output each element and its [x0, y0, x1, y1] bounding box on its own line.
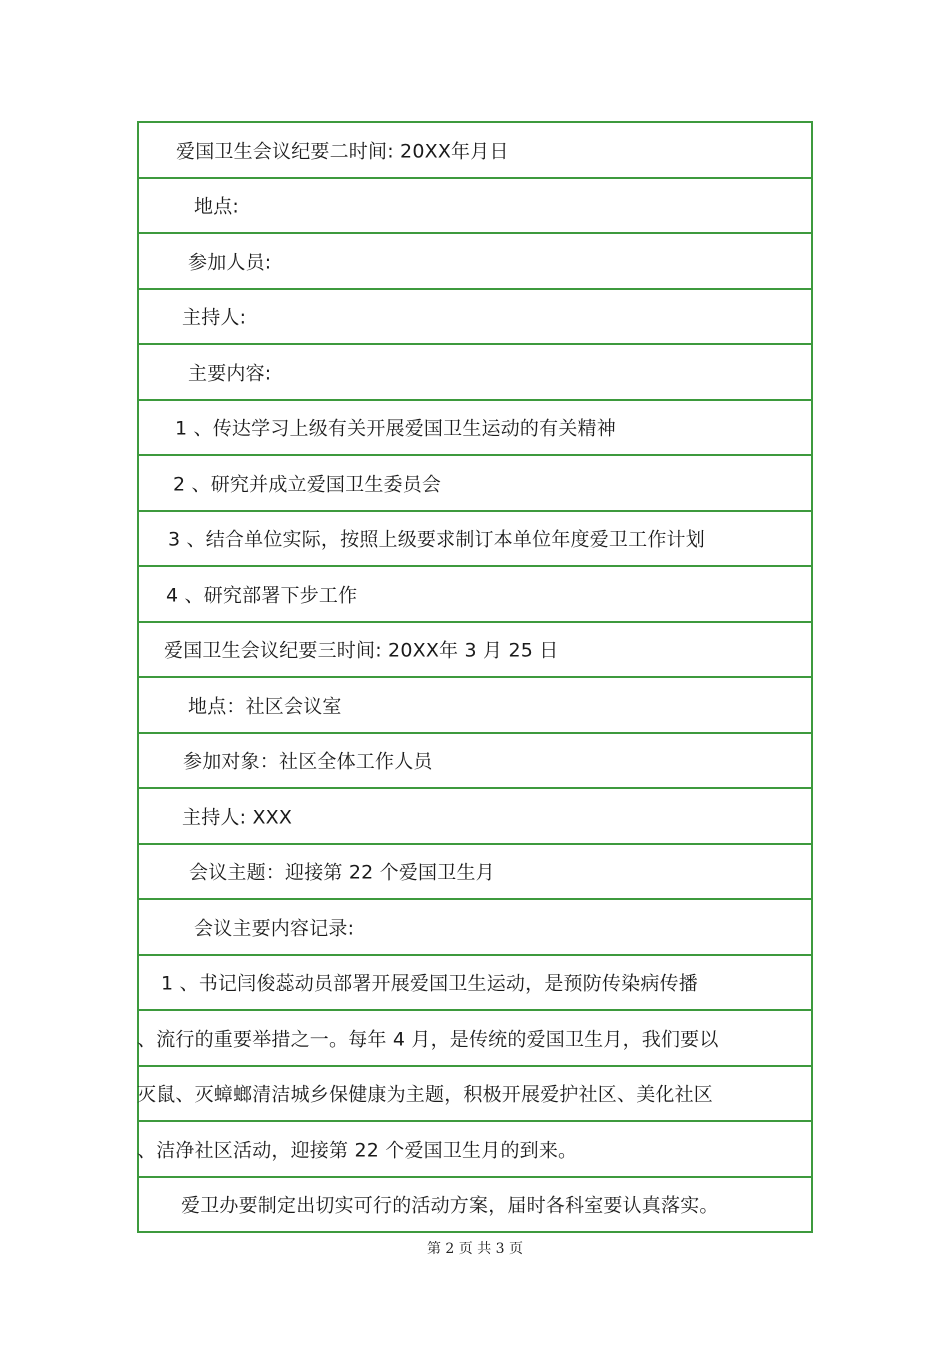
- meeting2-title: 爱国卫生会议纪要二时间: 20XX年月日: [176, 140, 509, 163]
- table-row: [139, 678, 811, 734]
- meeting3-title: 爱国卫生会议纪要三时间: 20XX年 3 月 25 日: [164, 639, 559, 662]
- table-row: [139, 123, 811, 179]
- table-row: [139, 845, 811, 901]
- table-row: [139, 623, 811, 679]
- table-row: [139, 345, 811, 401]
- table-row: [139, 401, 811, 457]
- table-row: [139, 512, 811, 568]
- table-row: [139, 734, 811, 790]
- record-text: 1 、书记闫俊蕊动员部署开展爱国卫生运动，是预防传染病传播: [161, 972, 698, 995]
- content-item: 3 、结合单位实际，按照上级要求制订本单位年度爱卫工作计划: [168, 528, 705, 551]
- host-label: 主持人:: [182, 306, 247, 329]
- table-row: [139, 900, 811, 956]
- record-text: 爱卫办要制定出切实可行的活动方案，届时各科室要认真落实。: [181, 1194, 719, 1217]
- meeting-theme: 会议主题：迎接第 22 个爱国卫生月: [189, 861, 495, 884]
- content-item: 4 、研究部署下步工作: [166, 584, 358, 607]
- location-label: 地点:: [194, 195, 240, 218]
- record-label: 会议主要内容记录:: [194, 917, 355, 940]
- table-row: [139, 567, 811, 623]
- table-row: [139, 456, 811, 512]
- table-row: [139, 179, 811, 235]
- attendees-value: 参加对象：社区全体工作人员: [183, 750, 433, 773]
- record-text: 、流行的重要举措之一。每年 4 月，是传统的爱国卫生月，我们要以: [137, 1028, 719, 1051]
- table-row: [139, 290, 811, 346]
- location-value: 地点：社区会议室: [188, 695, 342, 718]
- host-value: 主持人: XXX: [182, 806, 293, 829]
- table-row: [139, 1067, 811, 1123]
- table-row: [139, 1011, 811, 1067]
- minutes-table: [137, 121, 813, 1233]
- table-row: [139, 1122, 811, 1178]
- record-text: 灭鼠、灭蟑螂清洁城乡保健康为主题，积极开展爱护社区、美化社区: [137, 1083, 714, 1106]
- participants-label: 参加人员:: [188, 251, 272, 274]
- record-text: 、洁净社区活动，迎接第 22 个爱国卫生月的到来。: [137, 1139, 578, 1162]
- content-item: 1 、传达学习上级有关开展爱国卫生运动的有关精神: [175, 417, 616, 440]
- table-row: [139, 234, 811, 290]
- main-content-label: 主要内容:: [188, 362, 272, 385]
- table-row: [139, 789, 811, 845]
- page-footer: 第 2 页 共 3 页: [426, 1241, 524, 1257]
- table-row: [139, 956, 811, 1012]
- table-row: [139, 1178, 811, 1234]
- content-item: 2 、研究并成立爱国卫生委员会: [173, 473, 442, 496]
